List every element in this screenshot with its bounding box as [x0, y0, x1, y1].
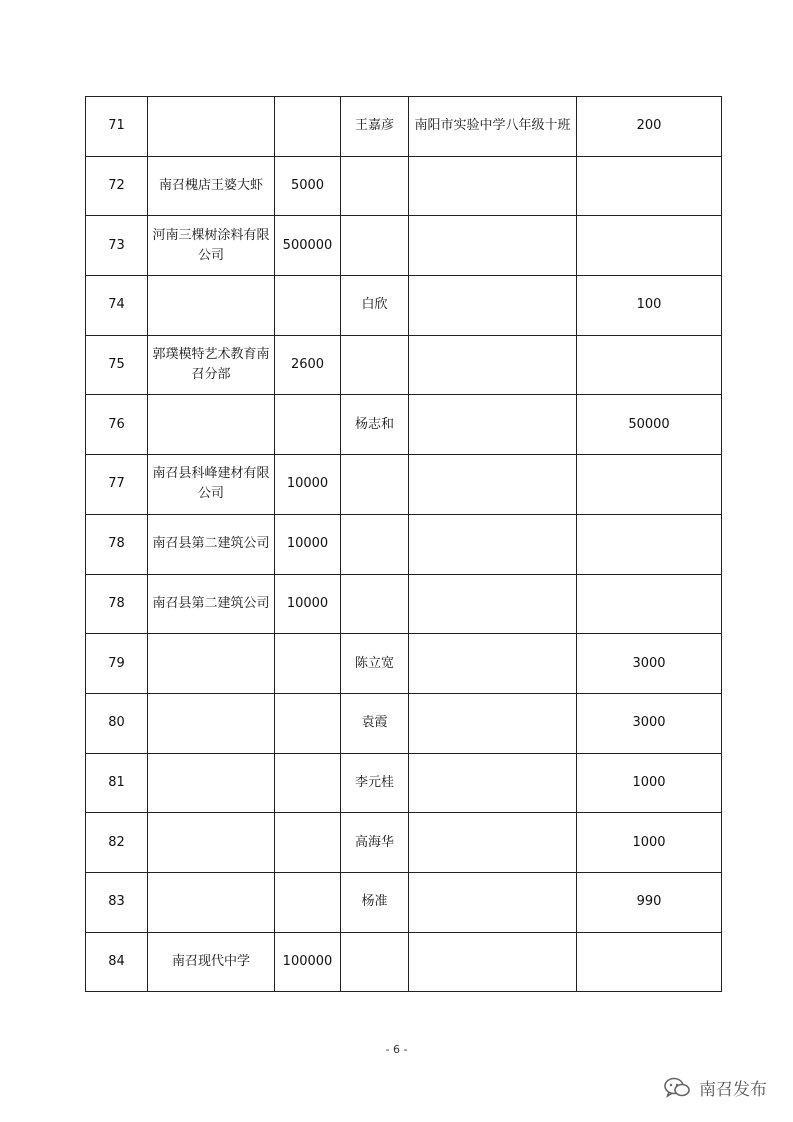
company-name-cell: 河南三棵树涂料有限公司 — [148, 216, 275, 276]
person-amount-cell: 50000 — [577, 395, 722, 455]
table-row — [86, 455, 722, 515]
company-name-cell: 南召县科峰建材有限公司 — [148, 455, 275, 515]
person-name-cell: 李元桂 — [341, 753, 409, 813]
watermark-text: 南召发布 — [699, 1080, 767, 1100]
table-row — [86, 276, 722, 336]
person-amount-cell — [577, 574, 722, 634]
company-name-cell — [148, 276, 275, 336]
person-name-cell — [341, 514, 409, 574]
person-org-cell — [409, 514, 577, 574]
company-name-cell — [148, 634, 275, 694]
person-name-cell — [341, 574, 409, 634]
table-row — [86, 753, 722, 813]
company-amount-cell: 5000 — [275, 156, 341, 216]
company-amount-cell — [275, 395, 341, 455]
person-org-cell — [409, 872, 577, 932]
company-amount-cell — [275, 97, 341, 157]
person-name-cell — [341, 216, 409, 276]
person-org-cell — [409, 693, 577, 753]
person-org-cell — [409, 932, 577, 992]
table-row — [86, 216, 722, 276]
company-amount-cell — [275, 276, 341, 336]
row-number-cell: 77 — [86, 455, 148, 515]
company-amount-cell — [275, 753, 341, 813]
table-row — [86, 813, 722, 873]
person-name-cell — [341, 455, 409, 515]
person-org-cell — [409, 156, 577, 216]
table-row — [86, 574, 722, 634]
person-name-cell: 王嘉彦 — [341, 97, 409, 157]
row-number-cell: 83 — [86, 872, 148, 932]
row-number-cell: 81 — [86, 753, 148, 813]
company-amount-cell — [275, 872, 341, 932]
table-row — [86, 693, 722, 753]
person-org-cell — [409, 395, 577, 455]
row-number-cell: 72 — [86, 156, 148, 216]
company-name-cell: 郭璞模特艺术教育南召分部 — [148, 335, 275, 395]
person-name-cell: 袁霞 — [341, 693, 409, 753]
table-row — [86, 97, 722, 157]
company-name-cell: 南召现代中学 — [148, 932, 275, 992]
person-name-cell: 杨志和 — [341, 395, 409, 455]
row-number-cell: 79 — [86, 634, 148, 694]
company-name-cell — [148, 872, 275, 932]
person-amount-cell — [577, 932, 722, 992]
row-number-cell: 74 — [86, 276, 148, 336]
person-org-cell — [409, 574, 577, 634]
company-amount-cell: 500000 — [275, 216, 341, 276]
person-org-cell — [409, 753, 577, 813]
company-amount-cell: 100000 — [275, 932, 341, 992]
company-amount-cell: 10000 — [275, 514, 341, 574]
table-row — [86, 156, 722, 216]
person-org-cell: 南阳市实验中学八年级十班 — [409, 97, 577, 157]
row-number-cell: 75 — [86, 335, 148, 395]
table-body — [86, 97, 722, 992]
table-row — [86, 335, 722, 395]
row-number-cell: 82 — [86, 813, 148, 873]
row-number-cell: 78 — [86, 574, 148, 634]
person-org-cell — [409, 276, 577, 336]
person-amount-cell — [577, 156, 722, 216]
table-row — [86, 932, 722, 992]
row-number-cell: 84 — [86, 932, 148, 992]
person-amount-cell — [577, 514, 722, 574]
row-number-cell: 80 — [86, 693, 148, 753]
row-number-cell: 76 — [86, 395, 148, 455]
company-name-cell: 南召县第二建筑公司 — [148, 574, 275, 634]
row-number-cell: 71 — [86, 97, 148, 157]
row-number-cell: 78 — [86, 514, 148, 574]
row-number-cell: 73 — [86, 216, 148, 276]
page-number: - 6 - — [385, 1043, 408, 1056]
person-amount-cell — [577, 455, 722, 515]
person-amount-cell: 1000 — [577, 753, 722, 813]
person-amount-cell: 3000 — [577, 634, 722, 694]
company-name-cell: 南召槐店王婆大虾 — [148, 156, 275, 216]
table-row — [86, 634, 722, 694]
person-org-cell — [409, 634, 577, 694]
person-org-cell — [409, 455, 577, 515]
company-name-cell — [148, 813, 275, 873]
company-name-cell — [148, 753, 275, 813]
person-org-cell — [409, 813, 577, 873]
company-amount-cell: 10000 — [275, 455, 341, 515]
person-amount-cell: 200 — [577, 97, 722, 157]
company-name-cell — [148, 395, 275, 455]
person-name-cell: 杨准 — [341, 872, 409, 932]
person-amount-cell — [577, 216, 722, 276]
table-row — [86, 872, 722, 932]
watermark — [663, 1075, 767, 1100]
person-name-cell: 陈立宽 — [341, 634, 409, 694]
person-amount-cell: 3000 — [577, 693, 722, 753]
table-row — [86, 395, 722, 455]
person-name-cell: 高海华 — [341, 813, 409, 873]
person-amount-cell: 1000 — [577, 813, 722, 873]
company-name-cell — [148, 693, 275, 753]
company-amount-cell — [275, 813, 341, 873]
table-row — [86, 514, 722, 574]
person-name-cell — [341, 335, 409, 395]
wechat-icon — [663, 1076, 691, 1100]
person-amount-cell — [577, 335, 722, 395]
person-org-cell — [409, 216, 577, 276]
person-name-cell: 白欣 — [341, 276, 409, 336]
person-name-cell — [341, 932, 409, 992]
person-org-cell — [409, 335, 577, 395]
donation-table — [85, 96, 722, 992]
company-amount-cell — [275, 634, 341, 694]
person-name-cell — [341, 156, 409, 216]
company-amount-cell: 2600 — [275, 335, 341, 395]
company-name-cell — [148, 97, 275, 157]
person-amount-cell: 100 — [577, 276, 722, 336]
company-amount-cell: 10000 — [275, 574, 341, 634]
person-amount-cell: 990 — [577, 872, 722, 932]
company-amount-cell — [275, 693, 341, 753]
company-name-cell: 南召县第二建筑公司 — [148, 514, 275, 574]
